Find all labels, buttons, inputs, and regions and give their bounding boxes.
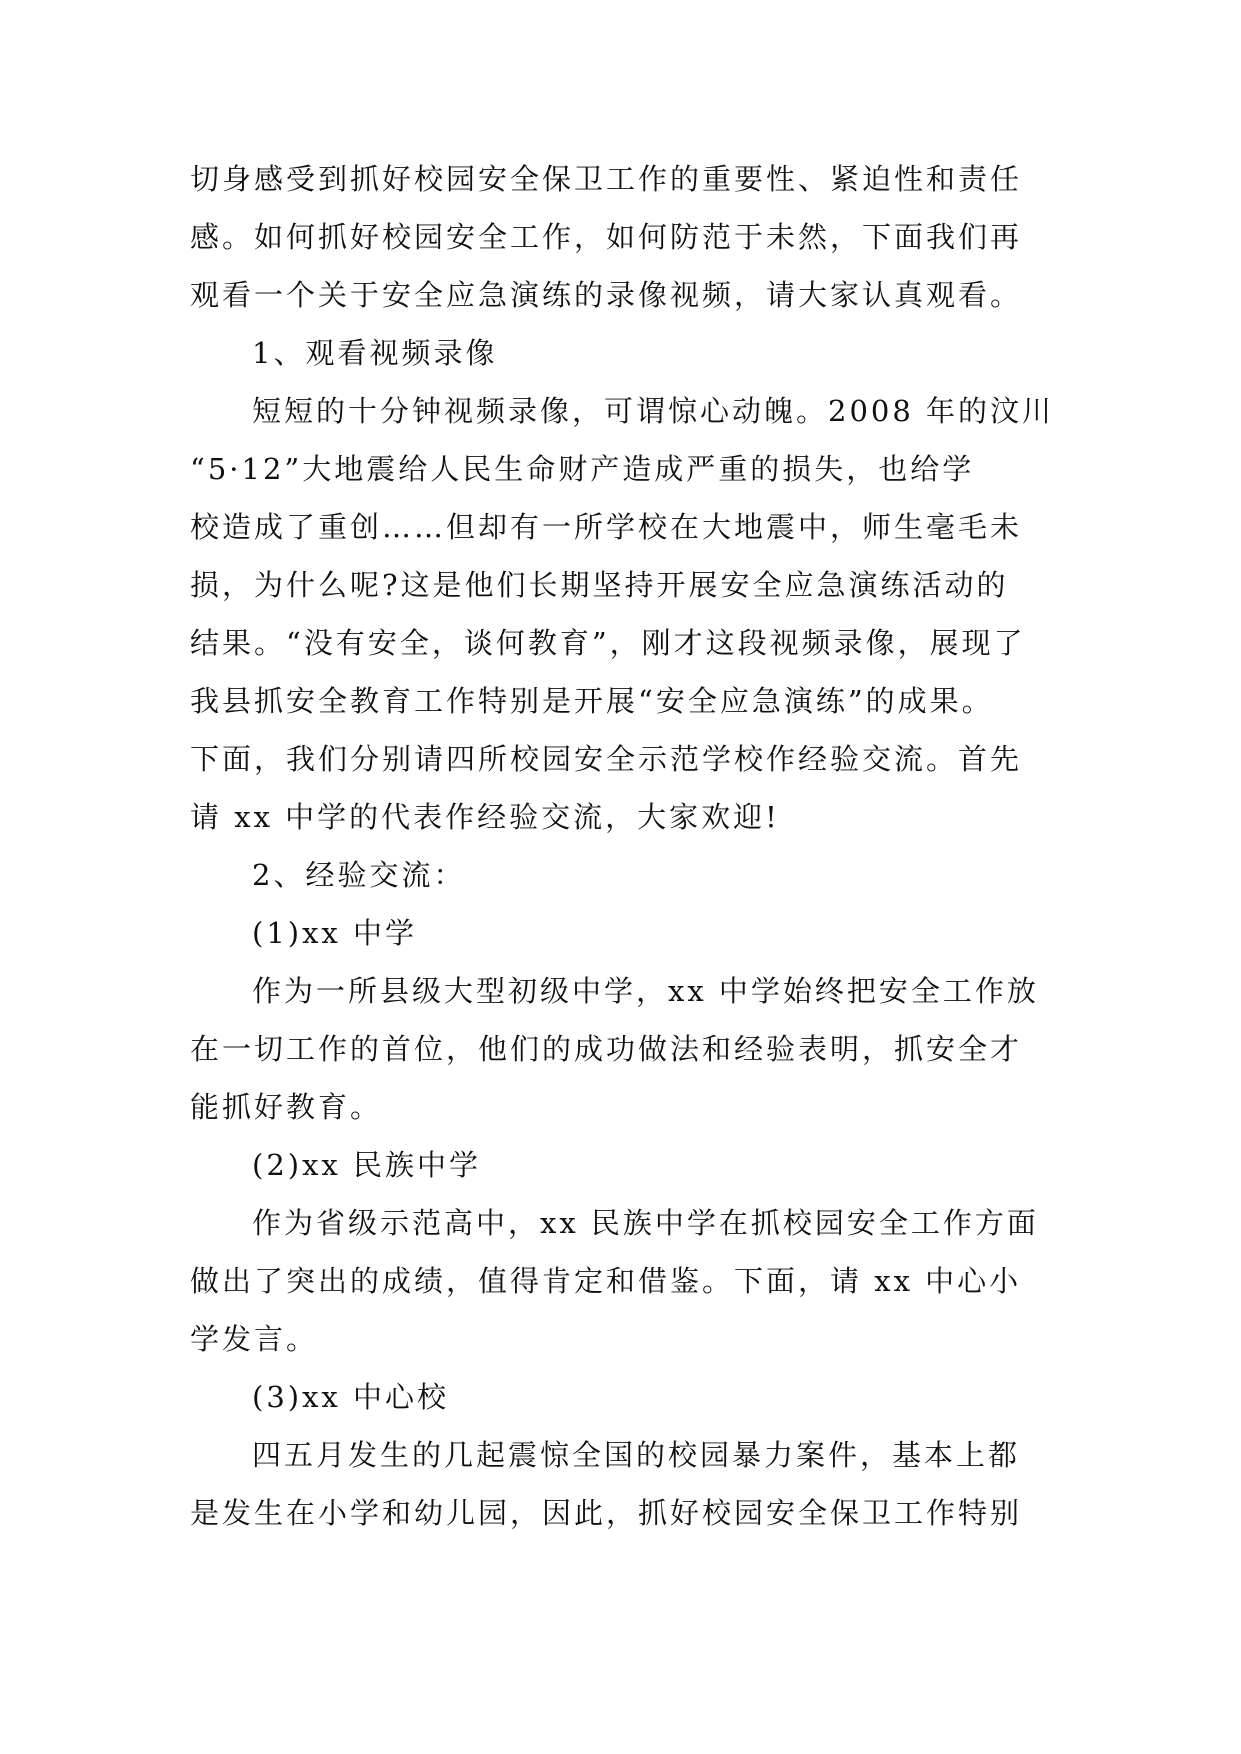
text-line: 感。如何抓好校园安全工作，如何防范于未然，下面我们再 [190,220,1023,254]
text-line: “5·12”大地震给人民生命财产造成严重的损失，也给学 [190,452,975,486]
text-line: 做出了突出的成绩，值得肯定和借鉴。下面，请 xx 中心小 [190,1264,1022,1298]
text-line: 在一切工作的首位，他们的成功做法和经验表明，抓安全才 [190,1032,1023,1066]
section-heading: 2、经验交流： [252,858,466,892]
text-line: 请 xx 中学的代表作经验交流，大家欢迎! [190,800,780,834]
text-line: 能抓好教育。 [190,1090,383,1124]
text-line: 作为一所县级大型初级中学，xx 中学始终把安全工作放 [252,974,1039,1008]
subsection-heading: (3)xx 中心校 [252,1380,450,1414]
text-line: 我县抓安全教育工作特别是开展“安全应急演练”的成果。 [190,684,994,718]
text-line: 校造成了重创……但却有一所学校在大地震中，师生毫毛未 [190,510,1023,544]
text-line: 切身感受到抓好校园安全保卫工作的重要性、紧迫性和责任 [190,162,1023,196]
section-heading: 1、观看视频录像 [252,336,498,370]
subsection-heading: (1)xx 中学 [252,916,418,950]
subsection-heading: (2)xx 民族中学 [252,1148,482,1182]
text-line: 结果。“没有安全，谈何教育”，刚才这段视频录像，展现了 [190,626,1026,660]
text-line: 是发生在小学和幼儿园，因此，抓好校园安全保卫工作特别 [190,1496,1023,1530]
text-line: 短短的十分钟视频录像，可谓惊心动魄。2008 年的汶川 [252,394,1055,428]
text-line: 作为省级示范高中，xx 民族中学在抓校园安全工作方面 [252,1206,1039,1240]
text-line: 学发言。 [190,1322,319,1356]
text-line: 下面，我们分别请四所校园安全示范学校作经验交流。首先 [190,742,1023,776]
text-line: 观看一个关于安全应急演练的录像视频，请大家认真观看。 [190,278,1023,312]
text-line: 损，为什么呢?这是他们长期坚持开展安全应急演练活动的 [190,568,1009,602]
text-line: 四五月发生的几起震惊全国的校园暴力案件，基本上都 [252,1438,1021,1472]
document-body [190,150,1070,1542]
